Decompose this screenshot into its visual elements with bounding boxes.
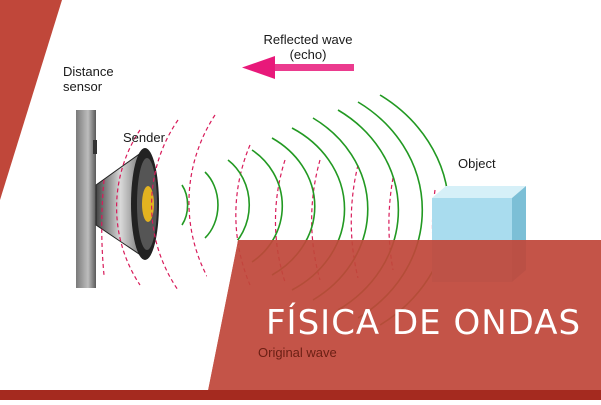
sender-label: Sender [123,130,165,145]
distance-sensor-label: Distance sensor [63,64,114,94]
reflected-wave-label: Reflected wave (echo) [263,32,353,62]
corner-accent [0,0,62,200]
sender-speaker [96,148,159,260]
distance-sensor [76,110,96,288]
page-title: FÍSICA DE ONDAS [266,303,582,343]
object-label: Object [458,156,496,171]
original-wave-label: Original wave [258,345,337,360]
bottom-bar [0,390,601,400]
